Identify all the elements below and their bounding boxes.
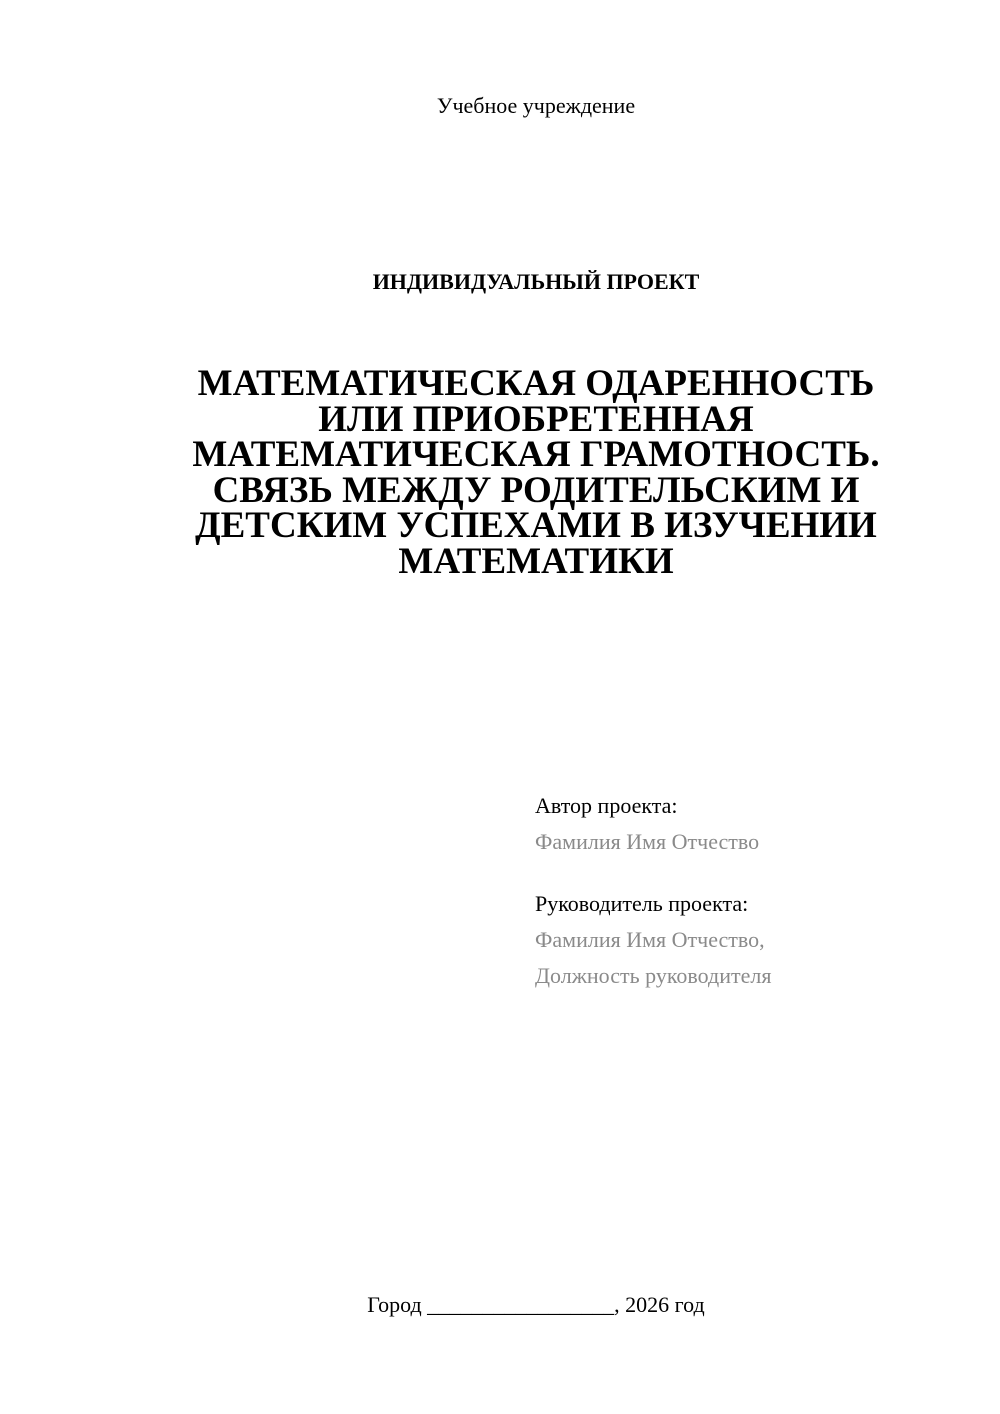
credits-block <box>535 788 975 994</box>
supervisor-label: Руководитель проекта: <box>535 891 749 916</box>
spacer <box>535 860 975 886</box>
author-label: Автор проекта: <box>535 793 678 818</box>
supervisor-name-placeholder[interactable]: Фамилия Имя Отчество, <box>535 927 765 952</box>
institution-name: Учебное учреждение <box>436 93 636 118</box>
project-title-line: ДЕТСКИМ УСПЕХАМИ В ИЗУЧЕНИИ <box>195 505 877 546</box>
project-title-line: СВЯЗЬ МЕЖДУ РОДИТЕЛЬСКИМ И <box>212 469 860 511</box>
project-title-line: МАТЕМАТИЧЕСКАЯ ГРАМОТНОСТЬ. <box>192 434 880 475</box>
supervisor-position-placeholder[interactable]: Должность руководителя <box>535 963 772 988</box>
author-name-placeholder[interactable]: Фамилия Имя Отчество <box>535 829 760 854</box>
project-title-line: ИЛИ ПРИОБРЕТЕННАЯ <box>318 398 754 440</box>
project-title <box>168 363 904 582</box>
project-type-heading: ИНДИВИДУАЛЬНЫЙ ПРОЕКТ <box>372 269 700 294</box>
project-title-line: МАТЕМАТИКИ <box>398 540 674 582</box>
city-year-line: Город _________________, 2026 год <box>367 1292 705 1317</box>
project-title-line: МАТЕМАТИЧЕСКАЯ ОДАРЕННОСТЬ <box>197 363 875 404</box>
